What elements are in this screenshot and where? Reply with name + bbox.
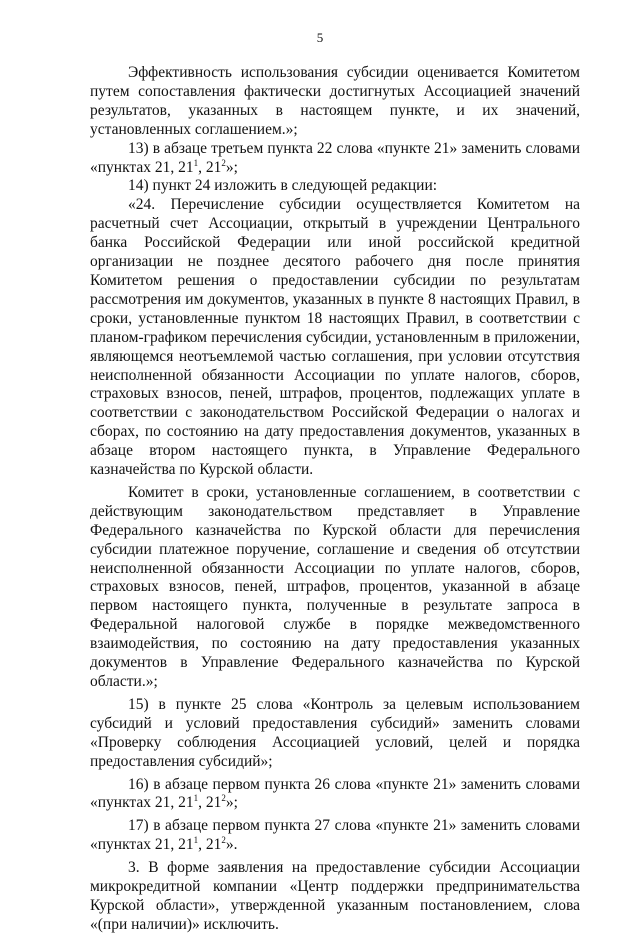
paragraph-item-15: 15) в пункте 25 слова «Контроль за целевым использованием субсидий и условий предоставления субсидий» заменить словами «Проверку соблюдения Ассоциацией условий, целей и порядка предоставления субсидий»;: [90, 695, 580, 770]
paragraph-item-14: 14) пункт 24 изложить в следующей редакции:: [128, 177, 438, 195]
paragraph-item-16: 16) в абзаце первом пункта 26 слова «пункте 21» заменить словами «пунктах 21, $21^1$, $21^2$»;: [90, 775, 580, 812]
superscript: 2: [221, 157, 226, 168]
superscript: 2: [221, 835, 226, 846]
paragraph-item-17: 17) в абзаце первом пункта 27 слова «пункте 21» заменить словами «пунктах 21, $21^1$, $21^2$».: [90, 817, 580, 854]
superscript: 1: [193, 157, 199, 168]
document-body: [90, 64, 580, 935]
superscript: 1: [193, 835, 199, 846]
paragraph-clause-24: «24. Перечисление субсидии осуществляется Комитетом на расчетный счет Ассоциации, открытый в учреждении Центрального банка Российской Федерации или иной российской кредитной организации не позднее десятого рабочего дня после принятия Комитетом решения о предоставлении субсидии по результатам рассмотрения им документов, указанных в пункте 8 настоящих Правил, в сроки, установленные пунктом 18 настоящих Правил, в соответствии с планом-графиком перечисления субсидии, установленным в приложении, являющемся неотъемлемой частью соглашения, при условии отсутствия неисполненной обязанности Ассоциации по уплате налогов, сборов, страховых взносов, пеней, штрафов, процентов, подлежащих уплате в соответствии с законодательством Российской Федерации о налогах и сборах, по состоянию на дату предоставления документов, указанных в абзаце втором настоящего пункта, в Управление Федерального казначейства по Курской области.: [90, 196, 580, 479]
paragraph-section-3: 3. В форме заявления на предоставление субсидии Ассоциации микрокредитной компании «Центр поддержки предпринимательства Курской области», утвержденной указанным постановлением, слова «(при наличии)» исключить.: [90, 859, 580, 933]
paragraph-committee: Комитет в сроки, установленные соглашением, в соответствии с действующим законодательством представляет в Управление Федерального казначейства по Курской области для перечисления субсидии платежное поручение, соглашение и сведения об отсутствии неисполненной обязанности Ассоциации по уплате налогов, сборов, страховых взносов, пеней, штрафов, процентов, указанной в абзаце первом настоящего пункта, полученные в результате запроса в Федеральной налоговой службе в порядке межведомственного взаимодействия, по состоянию на дату предоставления указанных документов в Управление Федерального казначейства по Курской области.»;: [90, 483, 580, 690]
paragraph-item-13: 13) в абзаце третьем пункта 22 слова «пункте 21» заменить словами «пунктах 21, $21^1$, $21^2$»;: [90, 139, 580, 176]
superscript: 1: [193, 793, 199, 804]
superscript: 2: [221, 793, 226, 804]
paragraph-effectiveness: Эффективность использования субсидии оценивается Комитетом путем сопоставления фактически достигнутых Ассоциацией значений результатов, указанных в настоящем пункте, и их значений, установленных соглашением.»;: [90, 64, 580, 138]
page-number: 5: [316, 30, 324, 45]
